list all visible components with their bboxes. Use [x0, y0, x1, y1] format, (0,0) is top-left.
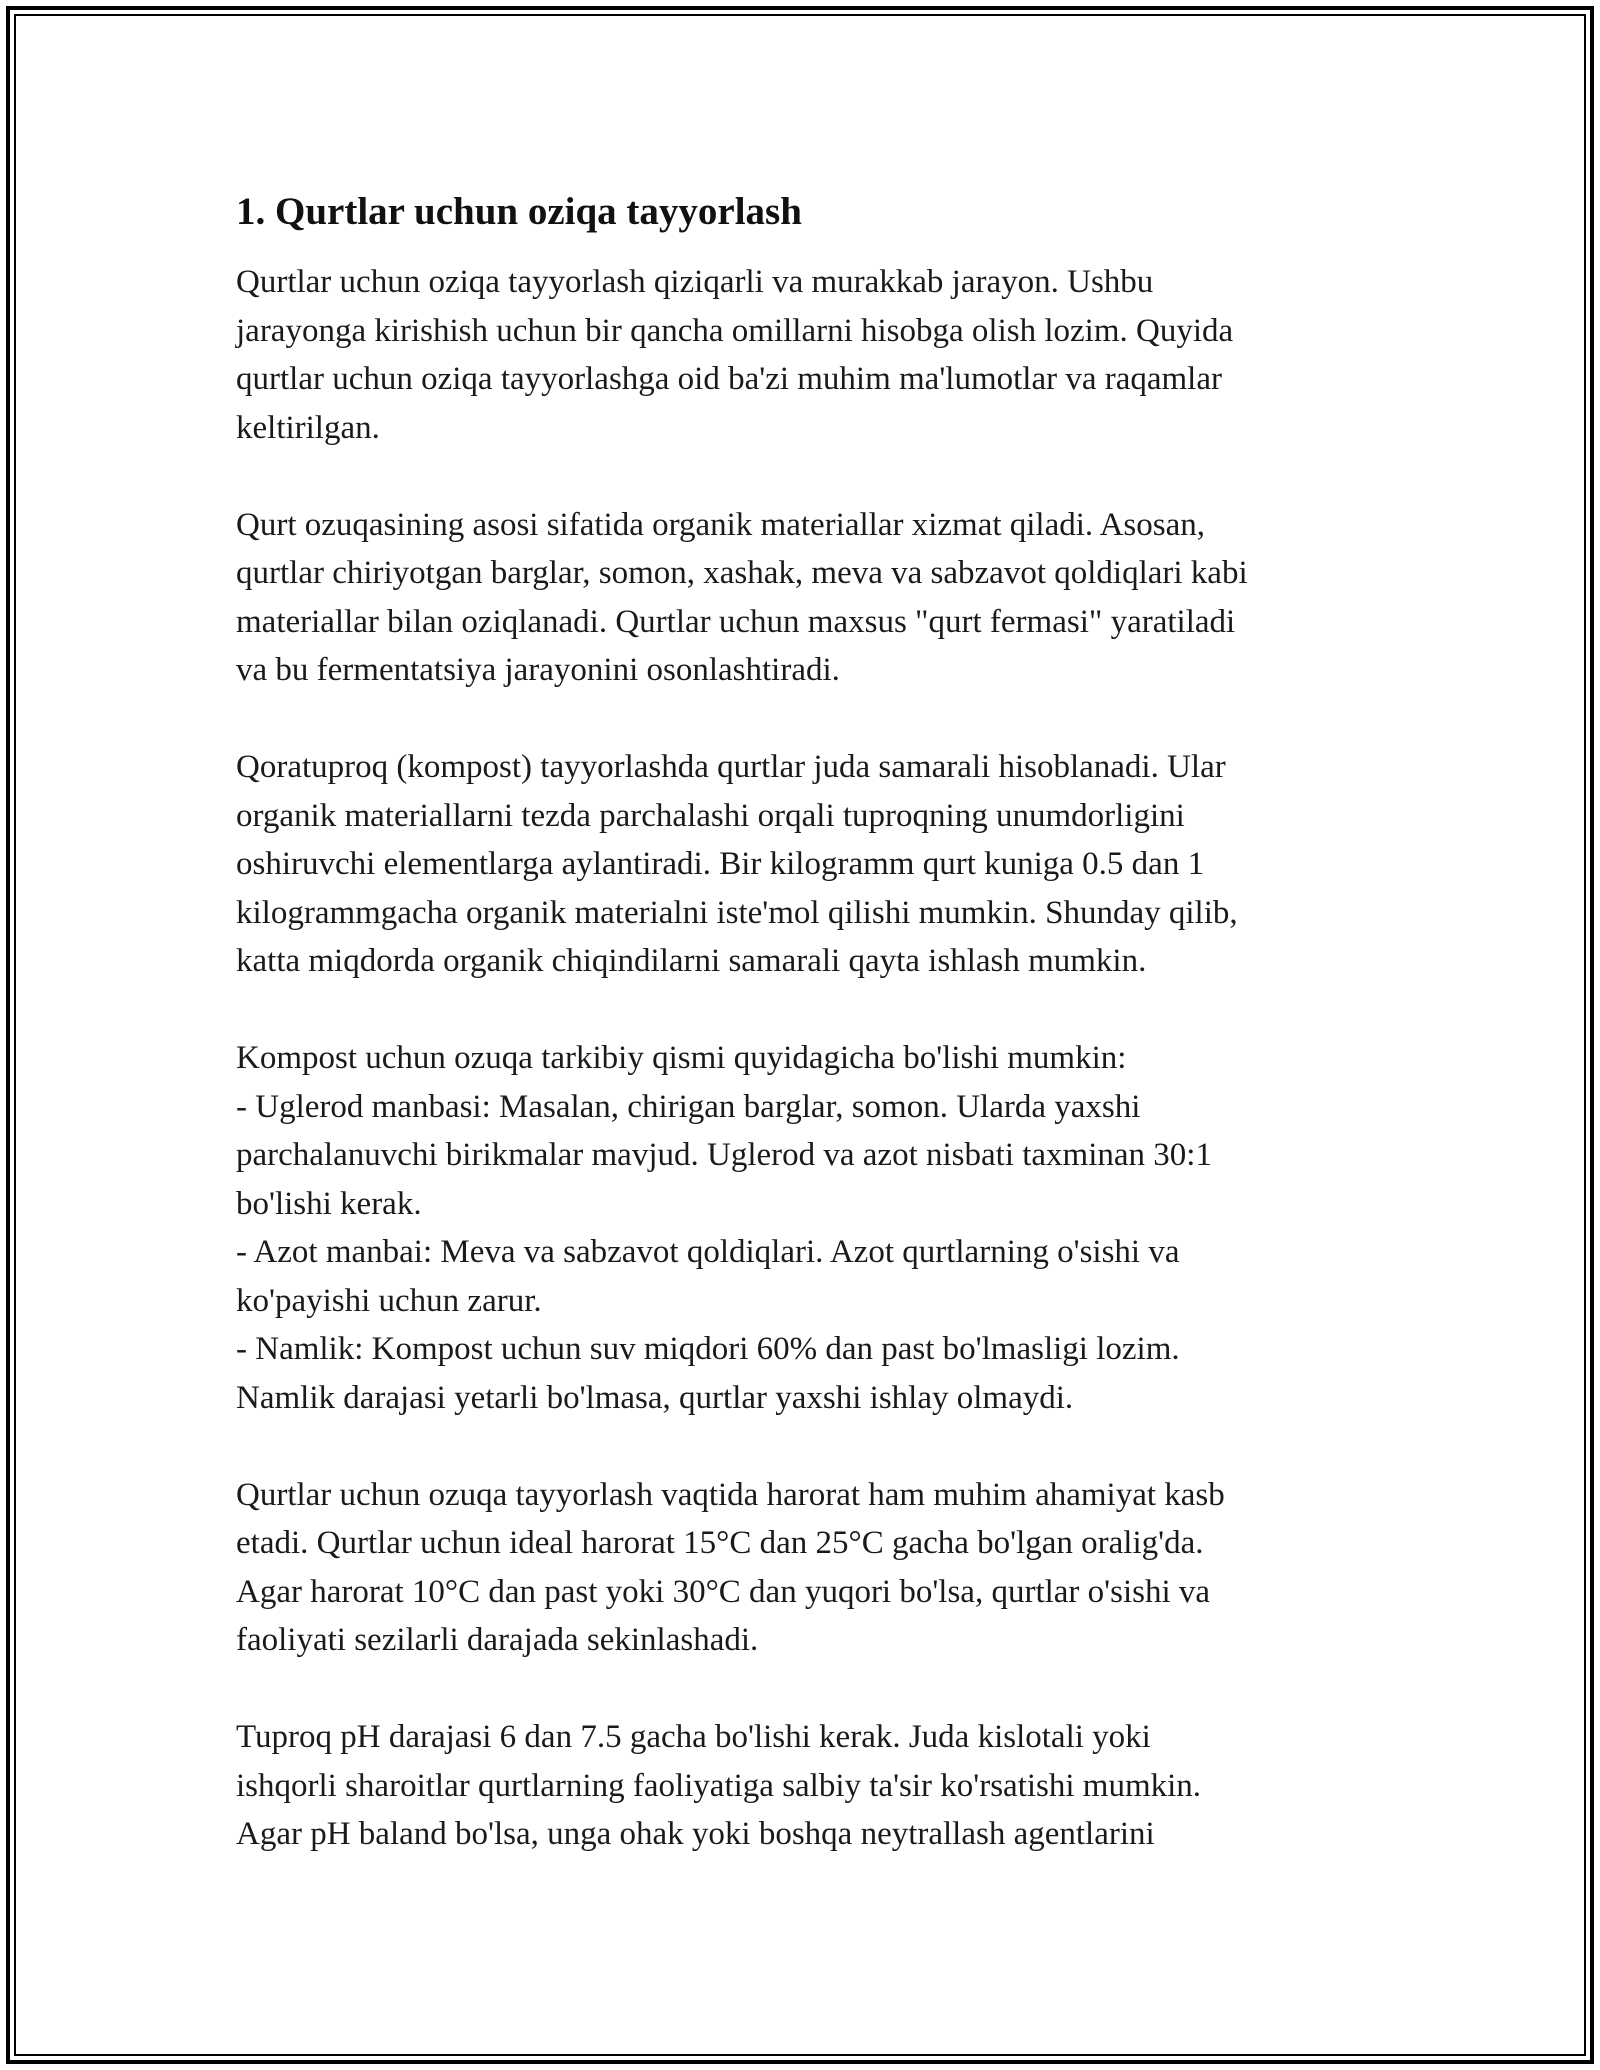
paragraph-compost: Qoratuproq (kompost) tayyorlashda qurtlar juda samarali hisoblanadi. Ular organik materiallarni tezda parchalashi orqali tuproqning unumdorligini oshiruvchi elementlarga aylantiradi. Bir kilogramm qurt kuniga 0.5 dan 1 kilogrammgacha organik materialni iste'mol qilishi mumkin. Shunday qilib, katta miqdorda organik chiqindilarni samarali qayta ishlash mumkin. [236, 749, 1238, 979]
paragraph-compost-components: Kompost uchun ozuqa tarkibiy qismi quyidagicha bo'lishi mumkin: - Uglerod manbasi: Masalan, chirigan barglar, somon. Ularda yaxshi parchalanuvchi birikmalar mavjud. Uglerod va azot nisbati taxminan 30:1 bo'lishi kerak. - Azot manbai: Meva va sabzavot qoldiqlari. Azot qurtlarning o'sishi va ko'payishi uchun zarur. - Namlik: Kompost uchun suv miqdori 60% dan past bo'lmasligi lozim. Namlik darajasi yetarli bo'lmasa, qurtlar yaxshi ishlay olmaydi. [236, 1040, 1212, 1416]
paragraph-intro: Qurtlar uchun oziqa tayyorlash qiziqarli va murakkab jarayon. Ushbu jarayonga kirishish uchun bir qancha omillarni hisobga olish lozim. Quyida qurtlar uchun oziqa tayyorlashga oid ba'zi muhim ma'lumotlar va raqamlar keltirilgan. [236, 264, 1234, 446]
paragraph-temperature: Qurtlar uchun ozuqa tayyorlash vaqtida harorat ham muhim ahamiyat kasb etadi. Qurtlar uchun ideal harorat 15°C dan 25°C gacha bo'lgan oralig'da. Agar harorat 10°C dan past yoki 30°C dan yuqori bo'lsa, qurtlar o'sishi va faoliyati sezilarli darajada sekinlashadi. [236, 1476, 1225, 1658]
paragraph-ph: Tuproq pH darajasi 6 dan 7.5 gacha bo'lishi kerak. Juda kislotali yoki ishqorli sharoitlar qurtlarning faoliyatiga salbiy ta'sir ko'rsatishi mumkin. Agar pH baland bo'lsa, unga ohak yoki boshqa neytrallash agentlarini [236, 1719, 1202, 1852]
document-body [236, 184, 1366, 1859]
paragraph-organic-materials: Qurt ozuqasining asosi sifatida organik materiallar xizmat qiladi. Asosan, qurtlar chiriyotgan barglar, somon, xashak, meva va sabzavot qoldiqlari kabi materiallar bilan oziqlanadi. Qurtlar uchun maxsus "qurt fermasi" yaratiladi va bu fermentatsiya jarayonini osonlashtiradi. [236, 506, 1248, 688]
section-heading: 1. Qurtlar uchun oziqa tayyorlash [236, 190, 802, 233]
